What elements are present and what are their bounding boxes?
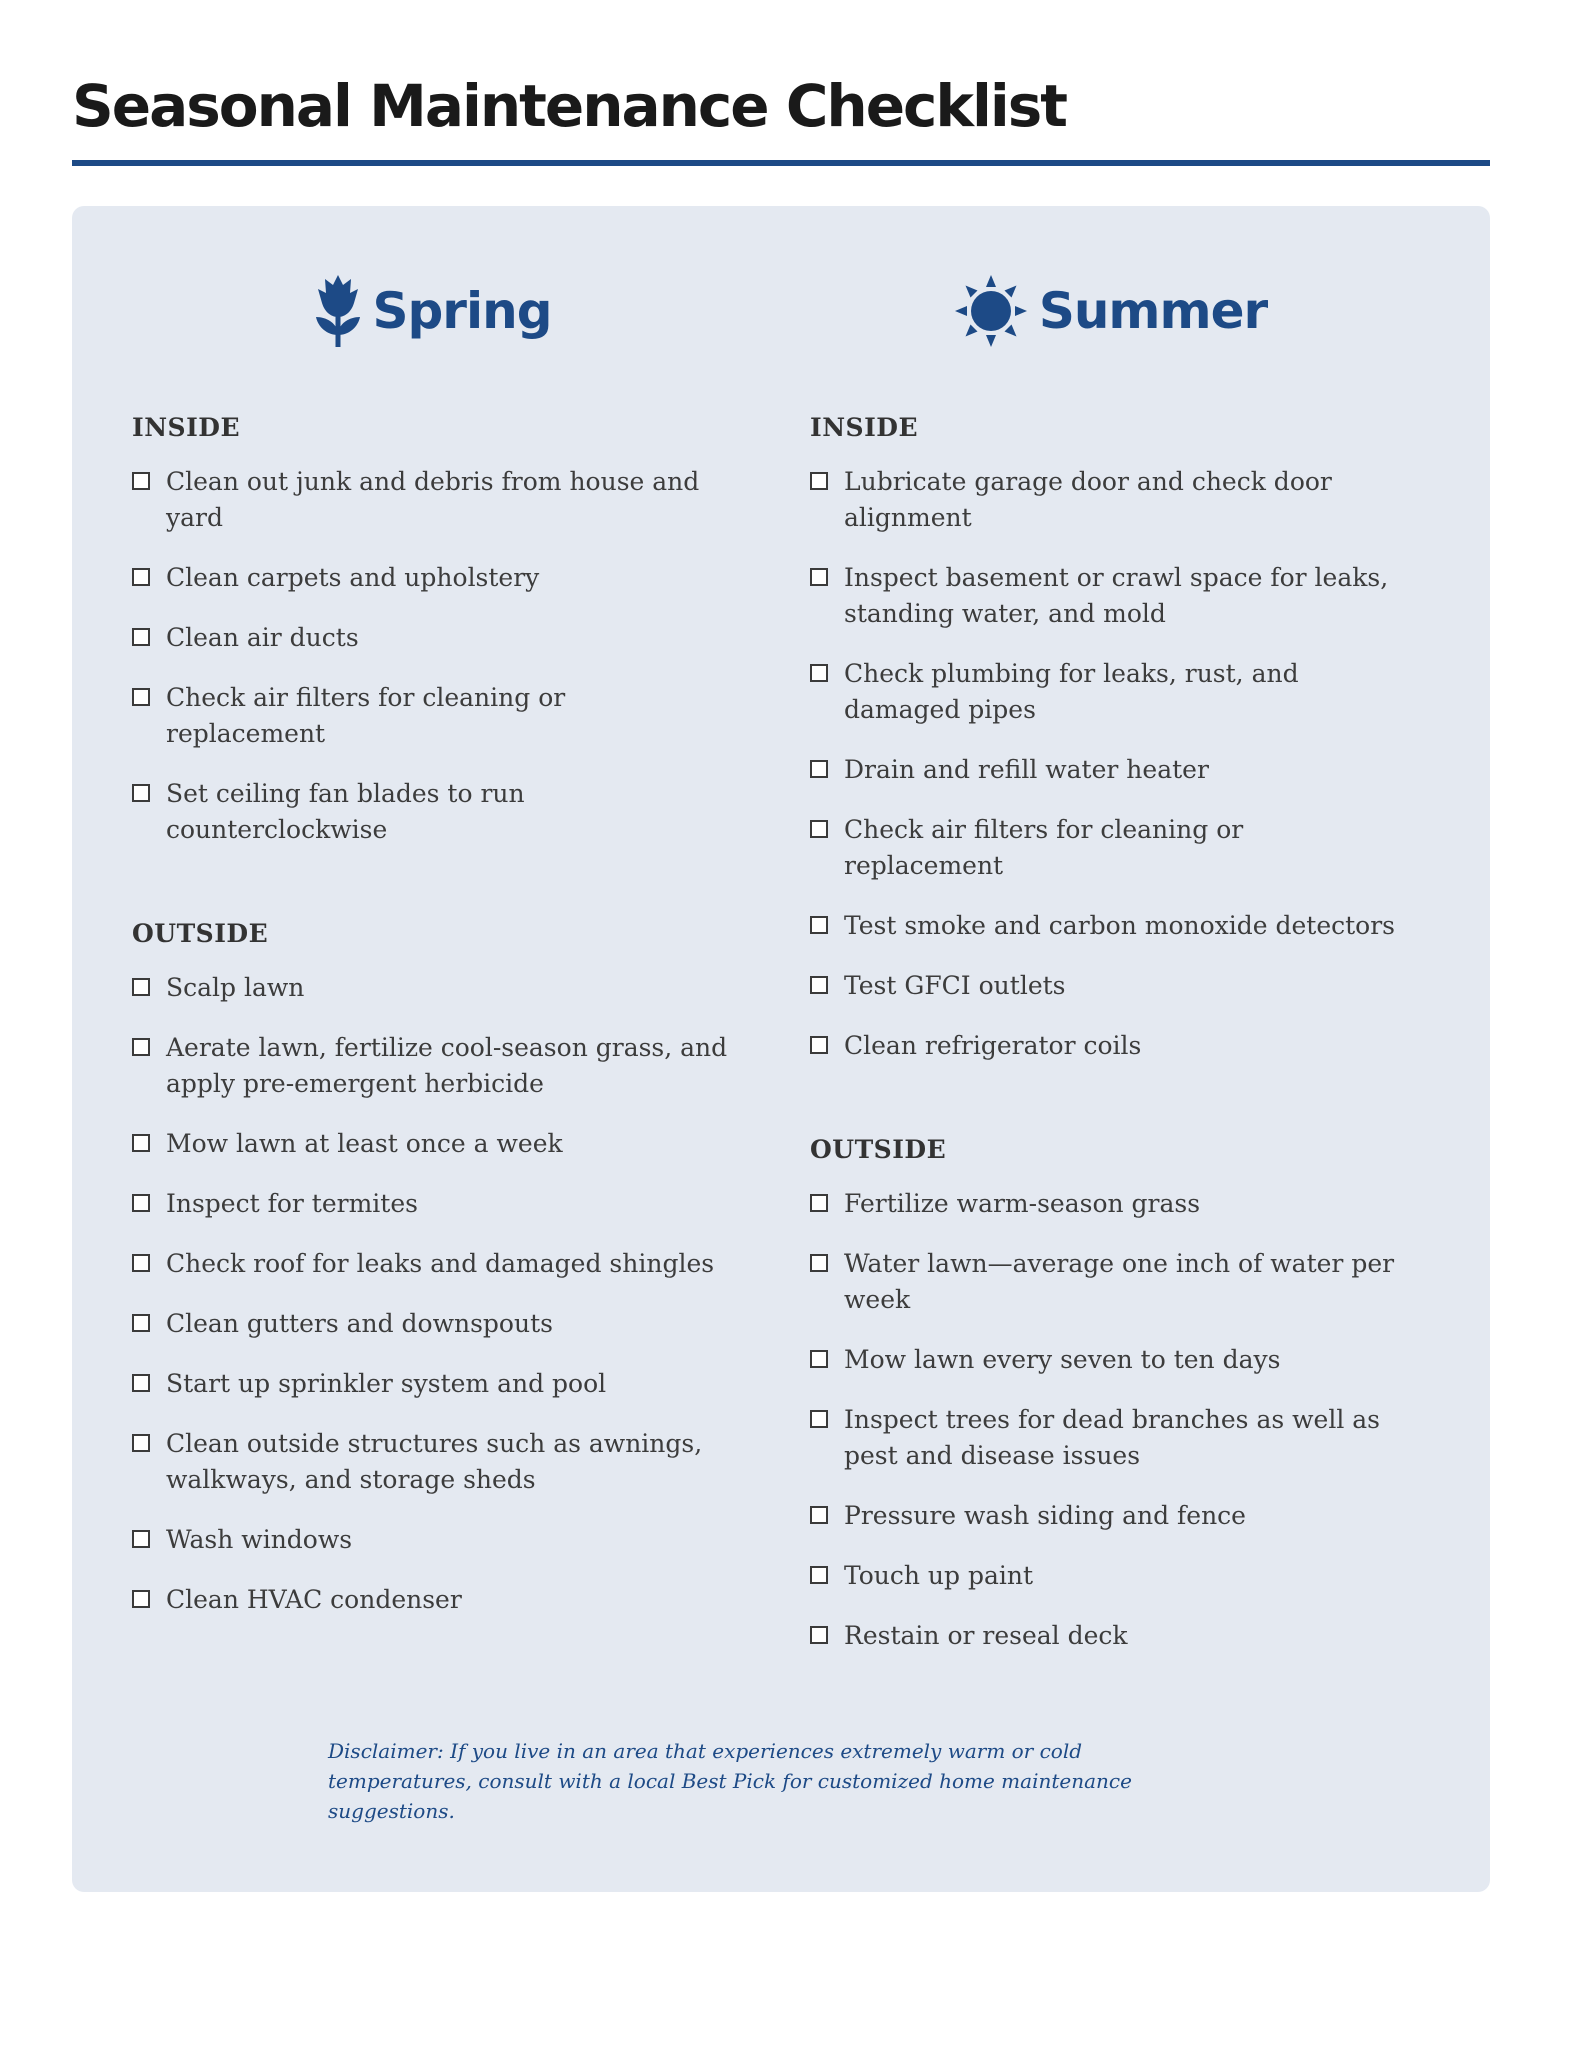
checkbox[interactable] — [810, 916, 828, 934]
spring-column — [132, 266, 732, 1642]
checkbox[interactable] — [810, 760, 828, 778]
checkbox[interactable] — [132, 1194, 150, 1212]
checklist-item-label: Test smoke and carbon monoxide detectors — [844, 911, 1396, 940]
checklist-item-label: Check plumbing for leaks, rust, and damaged pipes — [844, 659, 1299, 724]
tulip-icon — [313, 273, 363, 349]
checklist-item-label: Water lawn—average one inch of water per week — [844, 1249, 1395, 1314]
checklist-panel — [72, 206, 1490, 1892]
checklist-item — [810, 1402, 1410, 1474]
sun-icon — [953, 273, 1029, 349]
checklist-item-label: Pressure wash siding and fence — [844, 1501, 1246, 1530]
checkbox[interactable] — [132, 1434, 150, 1452]
checklist-item-label: Check roof for leaks and damaged shingles — [166, 1249, 715, 1278]
summer-header — [810, 266, 1410, 356]
page-title: Seasonal Maintenance Checklist — [72, 72, 1066, 140]
checkbox[interactable] — [810, 1410, 828, 1428]
checklist-item — [132, 560, 732, 596]
spring-outside-heading: OUTSIDE — [132, 919, 269, 948]
checkbox[interactable] — [810, 1506, 828, 1524]
summer-column — [810, 266, 1410, 1678]
disclaimer: Disclaimer: If you live in an area that experiences extremely warm or cold temperatures, consult with a local Best Pick for customized home maintenance suggestions. — [328, 1739, 1132, 1823]
checkbox[interactable] — [810, 1566, 828, 1584]
checklist-item-label: Fertilize warm-season grass — [844, 1189, 1201, 1218]
checklist-item-label: Wash windows — [166, 1525, 353, 1554]
checklist-item — [810, 464, 1410, 536]
checkbox[interactable] — [132, 784, 150, 802]
checklist-item-label: Mow lawn at least once a week — [166, 1129, 563, 1158]
checkbox[interactable] — [810, 1194, 828, 1212]
checklist-item — [132, 1306, 732, 1342]
checklist-item — [810, 1186, 1410, 1222]
checklist-item-label: Lubricate garage door and check door alignment — [844, 467, 1332, 532]
checkbox[interactable] — [132, 1314, 150, 1332]
checkbox[interactable] — [810, 1350, 828, 1368]
summer-title: Summer — [1038, 282, 1268, 340]
checkbox[interactable] — [810, 820, 828, 838]
checklist-item-label: Clean out junk and debris from house and yard — [166, 467, 700, 532]
spring-inside-heading: INSIDE — [132, 413, 241, 442]
checklist-item — [810, 1498, 1410, 1534]
spring-outside-list — [132, 970, 732, 1618]
checklist-item-label: Mow lawn every seven to ten days — [844, 1345, 1281, 1374]
checklist-item-label: Inspect trees for dead branches as well as pest and disease issues — [844, 1405, 1380, 1470]
checklist-item-label: Clean HVAC condenser — [166, 1585, 462, 1614]
summer-outside-heading: OUTSIDE — [810, 1135, 947, 1164]
checklist-item-label: Clean refrigerator coils — [844, 1031, 1142, 1060]
summer-inside-heading: INSIDE — [810, 413, 919, 442]
checkbox[interactable] — [810, 664, 828, 682]
checklist-item-label: Check air filters for cleaning or replacement — [844, 815, 1244, 880]
checklist-item-label: Restain or reseal deck — [844, 1621, 1128, 1650]
checkbox[interactable] — [132, 1254, 150, 1272]
checklist-item — [810, 752, 1410, 788]
checklist-item — [132, 1030, 732, 1102]
checklist-item — [810, 1342, 1410, 1378]
checklist-item — [132, 776, 732, 848]
title-rule — [72, 160, 1490, 166]
checkbox[interactable] — [810, 568, 828, 586]
checklist-item-label: Check air filters for cleaning or replacement — [166, 683, 566, 748]
checklist-item — [810, 812, 1410, 884]
checklist-item — [132, 464, 732, 536]
checkbox[interactable] — [810, 976, 828, 994]
checklist-item — [810, 560, 1410, 632]
checklist-item — [810, 656, 1410, 728]
checklist-item — [810, 1558, 1410, 1594]
checklist-item — [810, 1028, 1410, 1064]
checklist-item-label: Set ceiling fan blades to run counterclockwise — [166, 779, 525, 844]
checklist-item-label: Clean carpets and upholstery — [166, 563, 540, 592]
checklist-item-label: Aerate lawn, fertilize cool-season grass, and apply pre-emergent herbicide — [166, 1033, 728, 1098]
checklist-item — [132, 1186, 732, 1222]
checklist-item-label: Scalp lawn — [166, 973, 305, 1002]
checklist-item — [810, 968, 1410, 1004]
checklist-item — [132, 620, 732, 656]
checkbox[interactable] — [132, 568, 150, 586]
checklist-item — [132, 970, 732, 1006]
checklist-item — [132, 680, 732, 752]
checklist-item-label: Test GFCI outlets — [844, 971, 1066, 1000]
checklist-item — [132, 1126, 732, 1162]
checklist-item — [810, 1246, 1410, 1318]
checkbox[interactable] — [132, 1530, 150, 1548]
checklist-item — [132, 1582, 732, 1618]
checklist-item-label: Clean gutters and downspouts — [166, 1309, 553, 1338]
spring-inside-list — [132, 464, 732, 848]
checkbox[interactable] — [132, 472, 150, 490]
checklist-item — [132, 1426, 732, 1498]
checklist-item — [810, 1618, 1410, 1654]
checklist-item-label: Start up sprinkler system and pool — [166, 1369, 607, 1398]
checkbox[interactable] — [810, 1254, 828, 1272]
checklist-item — [132, 1366, 732, 1402]
checklist-item — [132, 1522, 732, 1558]
checklist-item-label: Clean outside structures such as awnings, walkways, and storage sheds — [166, 1429, 703, 1494]
checkbox[interactable] — [810, 1626, 828, 1644]
checkbox[interactable] — [810, 1036, 828, 1054]
checklist-item — [810, 908, 1410, 944]
checkbox[interactable] — [132, 688, 150, 706]
checklist-item-label: Inspect basement or crawl space for leaks, standing water, and mold — [844, 563, 1389, 628]
summer-inside-list — [810, 464, 1410, 1064]
checkbox[interactable] — [132, 978, 150, 996]
checklist-item-label: Inspect for termites — [166, 1189, 418, 1218]
checklist-item-label: Drain and refill water heater — [844, 755, 1209, 784]
checkbox[interactable] — [132, 1134, 150, 1152]
checkbox[interactable] — [132, 1590, 150, 1608]
checklist-item-label: Clean air ducts — [166, 623, 359, 652]
spring-title: Spring — [372, 282, 552, 340]
checkbox[interactable] — [810, 472, 828, 490]
checkbox[interactable] — [132, 628, 150, 646]
checklist-item-label: Touch up paint — [844, 1561, 1034, 1590]
checkbox[interactable] — [132, 1038, 150, 1056]
summer-outside-list — [810, 1186, 1410, 1654]
spring-header — [132, 266, 732, 356]
checklist-item — [132, 1246, 732, 1282]
checkbox[interactable] — [132, 1374, 150, 1392]
